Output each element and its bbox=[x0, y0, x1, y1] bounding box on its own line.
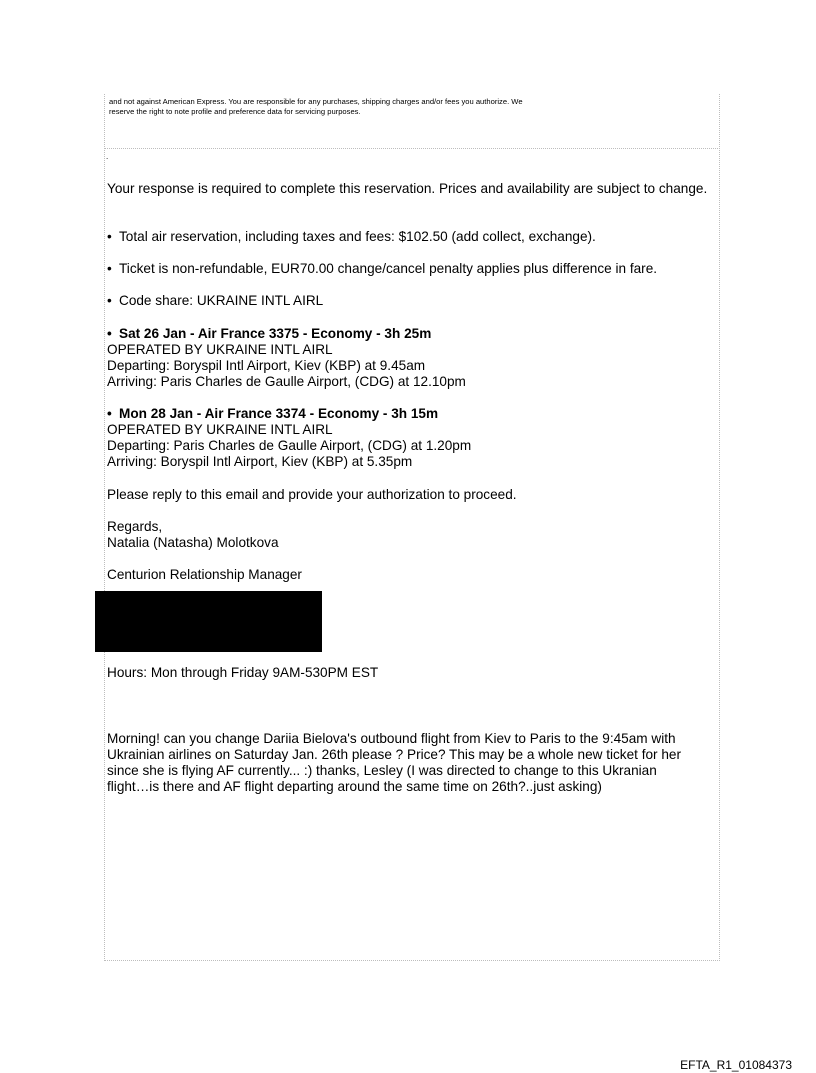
message-line: Ukrainian airlines on Saturday Jan. 26th please ? Price? This may be a whole new ticket for her bbox=[107, 747, 682, 762]
bullet-ticket bbox=[107, 261, 717, 277]
disclaimer-line: reserve the right to note profile and preference data for servicing purposes. bbox=[109, 107, 361, 116]
flight-return bbox=[107, 406, 717, 470]
signature-name: Natalia (Natasha) Molotkova bbox=[107, 535, 279, 550]
bullet-symbol: • bbox=[107, 229, 112, 244]
bullet-codeshare-text: Code share: UKRAINE INTL AIRL bbox=[119, 293, 324, 308]
bullet-symbol: • bbox=[107, 261, 112, 276]
bullet-symbol: • bbox=[107, 326, 112, 341]
separator-dot: . bbox=[106, 152, 109, 161]
signature-regards: Regards, bbox=[107, 519, 163, 534]
redaction-box bbox=[95, 591, 322, 652]
client-message bbox=[107, 731, 717, 795]
signature-block bbox=[107, 519, 717, 551]
disclaimer-text bbox=[109, 97, 709, 117]
flight-departing: Departing: Paris Charles de Gaulle Airport, (CDG) at 1.20pm bbox=[107, 438, 472, 453]
flight-arriving: Arriving: Boryspil Intl Airport, Kiev (KBP) at 5.35pm bbox=[107, 454, 413, 469]
bullet-ticket-text: Ticket is non-refundable, EUR70.00 change/cancel penalty applies plus difference in fare. bbox=[119, 261, 658, 276]
bullet-symbol: • bbox=[107, 293, 112, 308]
flight-arriving: Arriving: Paris Charles de Gaulle Airport, (CDG) at 12.10pm bbox=[107, 374, 466, 389]
flight-header-text: Sat 26 Jan - Air France 3375 - Economy - 3h 25m bbox=[119, 326, 432, 341]
document-id: EFTA_R1_01084373 bbox=[680, 1058, 792, 1072]
bullet-total-text: Total air reservation, including taxes and fees: $102.50 (add collect, exchange). bbox=[119, 229, 596, 244]
flight-header bbox=[107, 326, 717, 342]
flight-header-text: Mon 28 Jan - Air France 3374 - Economy - 3h 15m bbox=[119, 406, 439, 421]
bullet-total bbox=[107, 229, 717, 245]
flight-operated: OPERATED BY UKRAINE INTL AIRL bbox=[107, 422, 333, 437]
intro-paragraph: Your response is required to complete this reservation. Prices and availability are subject to change. bbox=[107, 181, 708, 196]
signature-title: Centurion Relationship Manager bbox=[107, 567, 302, 582]
disclaimer-line: and not against American Express. You are responsible for any purchases, shipping charges and/or fees you authorize. We bbox=[109, 97, 523, 106]
message-line: since she is flying AF currently... :) thanks, Lesley (I was directed to change to this Ukranian bbox=[107, 763, 657, 778]
reply-request: Please reply to this email and provide your authorization to proceed. bbox=[107, 487, 517, 502]
bullet-codeshare bbox=[107, 293, 717, 309]
flight-outbound bbox=[107, 326, 717, 390]
flight-operated: OPERATED BY UKRAINE INTL AIRL bbox=[107, 342, 333, 357]
flight-header bbox=[107, 406, 717, 422]
office-hours: Hours: Mon through Friday 9AM-530PM EST bbox=[107, 665, 379, 680]
flight-departing: Departing: Boryspil Intl Airport, Kiev (KBP) at 9.45am bbox=[107, 358, 426, 373]
message-line: flight…is there and AF flight departing around the same time on 26th?..just asking) bbox=[107, 779, 602, 794]
bullet-symbol: • bbox=[107, 406, 112, 421]
message-line: Morning! can you change Dariia Bielova's outbound flight from Kiev to Paris to the 9:45am with bbox=[107, 731, 676, 746]
